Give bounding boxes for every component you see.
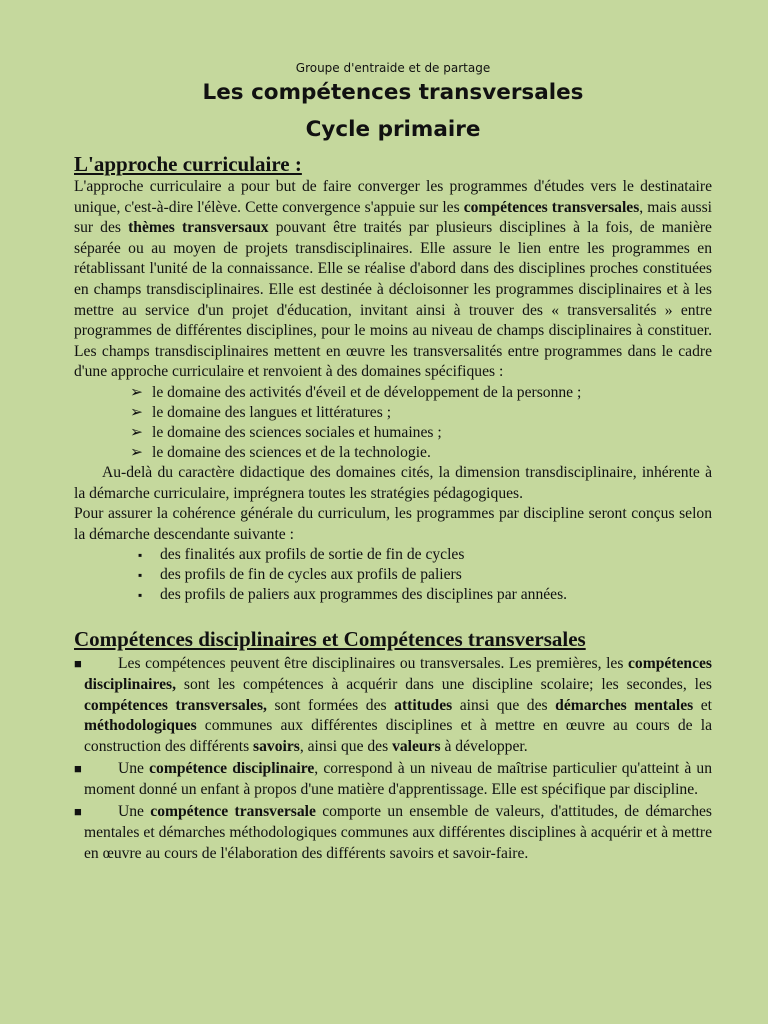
text-run: à développer.: [440, 737, 528, 755]
bold-term: compétence transversale: [150, 803, 316, 821]
arrow-bullet-icon: ➢: [130, 403, 144, 421]
arrow-bullet-icon: ➢: [130, 423, 144, 441]
bold-term: valeurs: [392, 737, 441, 755]
text-run: et: [693, 696, 712, 714]
competence-paragraph: [84, 759, 712, 800]
competences-list: [74, 654, 712, 864]
arrow-bullet-icon: ➢: [130, 443, 144, 461]
group-label: Groupe d'entraide et de partage: [295, 61, 491, 75]
text-run: , mais aussi sur des: [74, 198, 712, 237]
list-item: [74, 654, 712, 757]
transdisciplinary-paragraph: Au-delà du caractère didactique des domaines cités, la dimension transdisciplinaire, inhérente à la démarche curriculaire, imprégnera toutes les stratégies pédagogiques.: [74, 463, 712, 502]
page-title: Les compétences transversales: [202, 80, 584, 105]
bold-term: compétence disciplinaire: [149, 760, 315, 778]
page-subtitle: Cycle primaire: [305, 117, 481, 142]
competence-paragraph: [84, 802, 712, 864]
arrow-bullet-icon: ➢: [130, 383, 144, 401]
list-item: [74, 759, 712, 800]
bold-term: méthodologiques: [84, 717, 197, 735]
text-run: , ainsi que des: [299, 737, 393, 755]
square-bullet-icon: ▪: [138, 588, 143, 603]
text-run: L'approche curriculaire a pour but de faire converger les programmes d'études vers le destinataire unique, c'est-à-dire l'élève. Cette convergence s'appuie sur les: [74, 178, 712, 216]
text-run: communes aux différentes disciplines et à mettre en œuvre au cours de la construction des différents: [84, 717, 712, 755]
bold-term: compétences transversales,: [84, 696, 267, 714]
text-run: Une: [118, 803, 151, 821]
bold-term: démarches mentales: [555, 696, 694, 714]
bold-term: compétences disciplinaires,: [84, 655, 712, 693]
steps-list: [74, 545, 712, 605]
text-run: ainsi que des: [452, 696, 556, 714]
approche-paragraph: [74, 177, 712, 383]
square-bullet-icon: ■: [74, 656, 82, 672]
square-bullet-icon: ▪: [138, 548, 143, 563]
section-heading-competences: Compétences disciplinaires et Compétences transversales: [74, 627, 586, 652]
bold-term: savoirs: [253, 737, 300, 755]
bold-term: thèmes transversaux: [128, 219, 269, 237]
list-item: ➢ le domaine des langues et littératures ;: [130, 403, 392, 421]
text-run: comporte un ensemble de valeurs, d'attitudes, de démarches mentales et démarches méthodologiques communes aux différentes disciplines à acquérir et à mettre en œuvre au cours de l'élaboration des différents savoirs et savoir-faire.: [84, 803, 712, 862]
text-run: Les compétences peuvent être disciplinaires ou transversales. Les premières, les: [118, 655, 628, 673]
list-item: ▪ des profils de fin de cycles aux profils de paliers: [138, 566, 462, 584]
list-item: ➢ le domaine des activités d'éveil et de développement de la personne ;: [130, 383, 582, 401]
square-bullet-icon: ■: [74, 804, 82, 820]
section-heading-approche: L'approche curriculaire :: [74, 152, 302, 176]
list-item: [74, 802, 712, 864]
text-run: pouvant être traités par plusieurs disciplines à la fois, de manière séparée ou au moyen de projets transdisciplinaires. Elle assure le lien entre les programmes en rétablissant l'unité de la connaissance. Elle se réalise d'abord dans des disciplines proches constituées en champs transdisciplinaires. Elle est destinée à décloisonner les programmes disciplinaires et à les mettre au service d'un projet d'éducation, invitant ainsi à trouver des « transversalités » entre programmes de différentes disciplines, pour le moins au niveau de champs disciplinaires à constituer. Les champs transdisciplinaires mettent en œuvre les transversalités entre programmes dans le cadre d'une approche curriculaire et renvoient à des domaines spécifiques :: [74, 219, 712, 381]
square-bullet-icon: ▪: [138, 568, 143, 583]
domains-list: [74, 383, 712, 463]
list-item: ▪ des finalités aux profils de sortie de fin de cycles: [138, 546, 465, 564]
text-run: sont les compétences à acquérir dans une discipline scolaire; les secondes, les: [176, 675, 712, 693]
text-run: sont formées des: [266, 696, 395, 714]
text-run: , correspond à un niveau de maîtrise particulier qu'atteint à un moment donné un enfant à propos d'une matière d'apprentissage. Elle est spécifique par discipline.: [84, 760, 712, 798]
competence-paragraph: [84, 654, 712, 757]
square-bullet-icon: ■: [74, 761, 82, 777]
list-item: ➢ le domaine des sciences sociales et humaines ;: [130, 423, 442, 441]
coherence-paragraph: Pour assurer la cohérence générale du curriculum, les programmes par discipline seront conçus selon la démarche descendante suivante :: [74, 505, 712, 543]
text-run: Une: [118, 760, 150, 778]
list-item: ➢ le domaine des sciences et de la technologie.: [130, 443, 431, 461]
bold-term: attitudes: [394, 696, 453, 714]
list-item: ▪ des profils de paliers aux programmes des disciplines par années.: [138, 586, 568, 604]
bold-term: compétences transversales: [463, 198, 640, 216]
